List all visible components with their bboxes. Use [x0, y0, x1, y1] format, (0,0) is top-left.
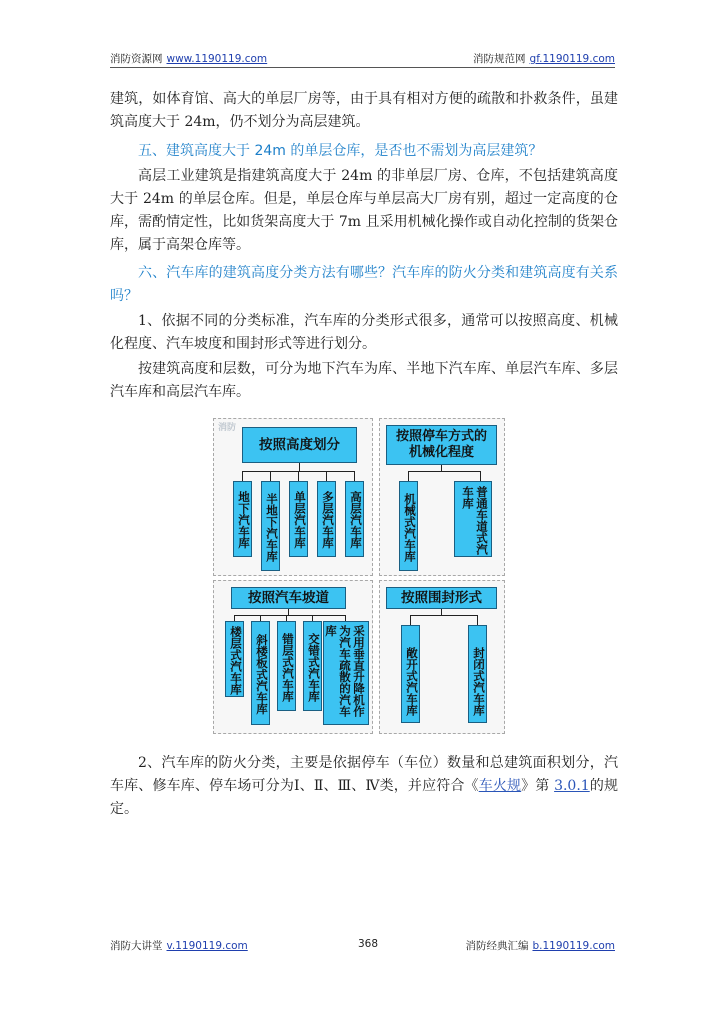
connector	[234, 615, 346, 616]
connector	[298, 471, 299, 481]
panel-slope	[213, 580, 373, 734]
fire-class-text-mid: 》第	[521, 778, 555, 794]
connector	[410, 615, 478, 616]
paragraph-height-types: 按建筑高度和层数，可分为地下汽车为库、半地下汽车库、单层汽车库、多层汽车库和高层汽车库。	[110, 361, 618, 400]
header-right	[473, 51, 615, 66]
paragraph-intro: 建筑，如体育馆、高大的单层厂房等，由于具有相对方便的疏散和扑救条件，虽建筑高度大于 24m，仍不划分为高层建筑。	[110, 91, 618, 130]
connector	[299, 463, 300, 471]
height-item-box: 高层汽车库	[345, 481, 364, 557]
connector	[270, 471, 271, 481]
slope-item-box: 采用垂直升降机作为汽车疏散的汽车库	[323, 621, 369, 725]
mech-item-box: 机械式汽车库	[399, 481, 418, 571]
page-number: 368	[358, 938, 379, 950]
slope-title-box: 按照汽车坡道	[231, 587, 346, 609]
header-right-label: 消防规范网	[473, 53, 526, 65]
fire-class-text: 2、汽车库的防火分类，主要是依据停车（车位）数量和总建筑面积划分，汽车库、修车库、停车场可分为Ⅰ、Ⅱ、Ⅲ、Ⅳ类，并应符合《	[110, 755, 618, 794]
connector	[408, 471, 481, 472]
panel-height	[213, 418, 373, 576]
paragraph-fire-class	[110, 752, 618, 821]
height-item-box: 单层汽车库	[289, 481, 308, 557]
enclose-title-box: 按照围封形式	[386, 587, 497, 609]
page-header	[110, 51, 615, 68]
heading-five: 五、建筑高度大于 24m 的单层仓库，是否也不需划为高层建筑？	[138, 143, 543, 159]
footer-left	[110, 938, 248, 953]
height-item-box: 地下汽车库	[233, 481, 252, 557]
footer-left-link[interactable]: v.1190119.com	[166, 940, 248, 952]
connector	[410, 615, 411, 625]
header-left-link[interactable]: www.1190119.com	[166, 53, 268, 65]
footer-left-label: 消防大讲堂	[110, 940, 163, 952]
connector	[242, 471, 243, 481]
connector	[326, 471, 327, 481]
paragraph-warehouse: 高层工业建筑是指建筑高度大于 24m 的非单层厂房、仓库，不包括建筑高度大于 24m 的单层仓库。但是，单层仓库与单层高大厂房有别，超过一定高度的仓库，需酌情定性，比如货架高度大于 7m 且采用机械化操作或自动化控制的货架仓库，属于高架仓库等。	[110, 168, 618, 253]
enclose-item-box: 敞开式汽车库	[401, 625, 420, 723]
slope-item-box: 交错式汽车库	[303, 621, 322, 711]
footer-right-link[interactable]: b.1190119.com	[532, 940, 615, 952]
paragraph-classification: 1、依据不同的分类标准，汽车库的分类形式很多，通常可以按照高度、机械化程度、汽车坡度和围封形式等进行划分。	[110, 313, 618, 352]
mech-title-box: 按照停车方式的机械化程度	[386, 425, 497, 465]
height-item-box: 半地下汽车库	[261, 481, 280, 571]
connector	[354, 471, 355, 481]
enclose-item-box: 封闭式汽车库	[468, 625, 487, 723]
connector	[408, 471, 409, 481]
header-right-link[interactable]: gf.1190119.com	[529, 53, 615, 65]
garage-classification-diagram	[213, 418, 505, 734]
footer-right	[465, 938, 615, 953]
connector	[480, 471, 481, 481]
fire-class-text-end: 的规定。	[110, 778, 619, 817]
footer-right-label: 消防经典汇编	[465, 940, 529, 952]
height-title-box: 按照高度划分	[242, 427, 357, 463]
slope-item-box: 错层式汽车库	[277, 621, 296, 711]
code-link[interactable]: 车火规	[478, 778, 522, 794]
mech-item-box: 普通车道式汽车库	[454, 481, 492, 557]
connector	[477, 615, 478, 625]
heading-six: 六、汽车库的建筑高度分类方法有哪些？汽车库的防火分类和建筑高度有关系吗？	[110, 265, 618, 304]
header-left	[110, 51, 267, 66]
clause-link[interactable]: 3.0.1	[554, 778, 590, 794]
slope-item-box: 斜楼板式汽车库	[251, 621, 270, 725]
slope-item-box: 楼层式汽车库	[225, 621, 244, 697]
watermark-stamp: 消防	[218, 423, 237, 433]
panel-mechanization	[379, 418, 505, 576]
header-left-label: 消防资源网	[110, 53, 163, 65]
height-item-box: 多层汽车库	[317, 481, 336, 557]
panel-enclosure	[379, 580, 505, 734]
